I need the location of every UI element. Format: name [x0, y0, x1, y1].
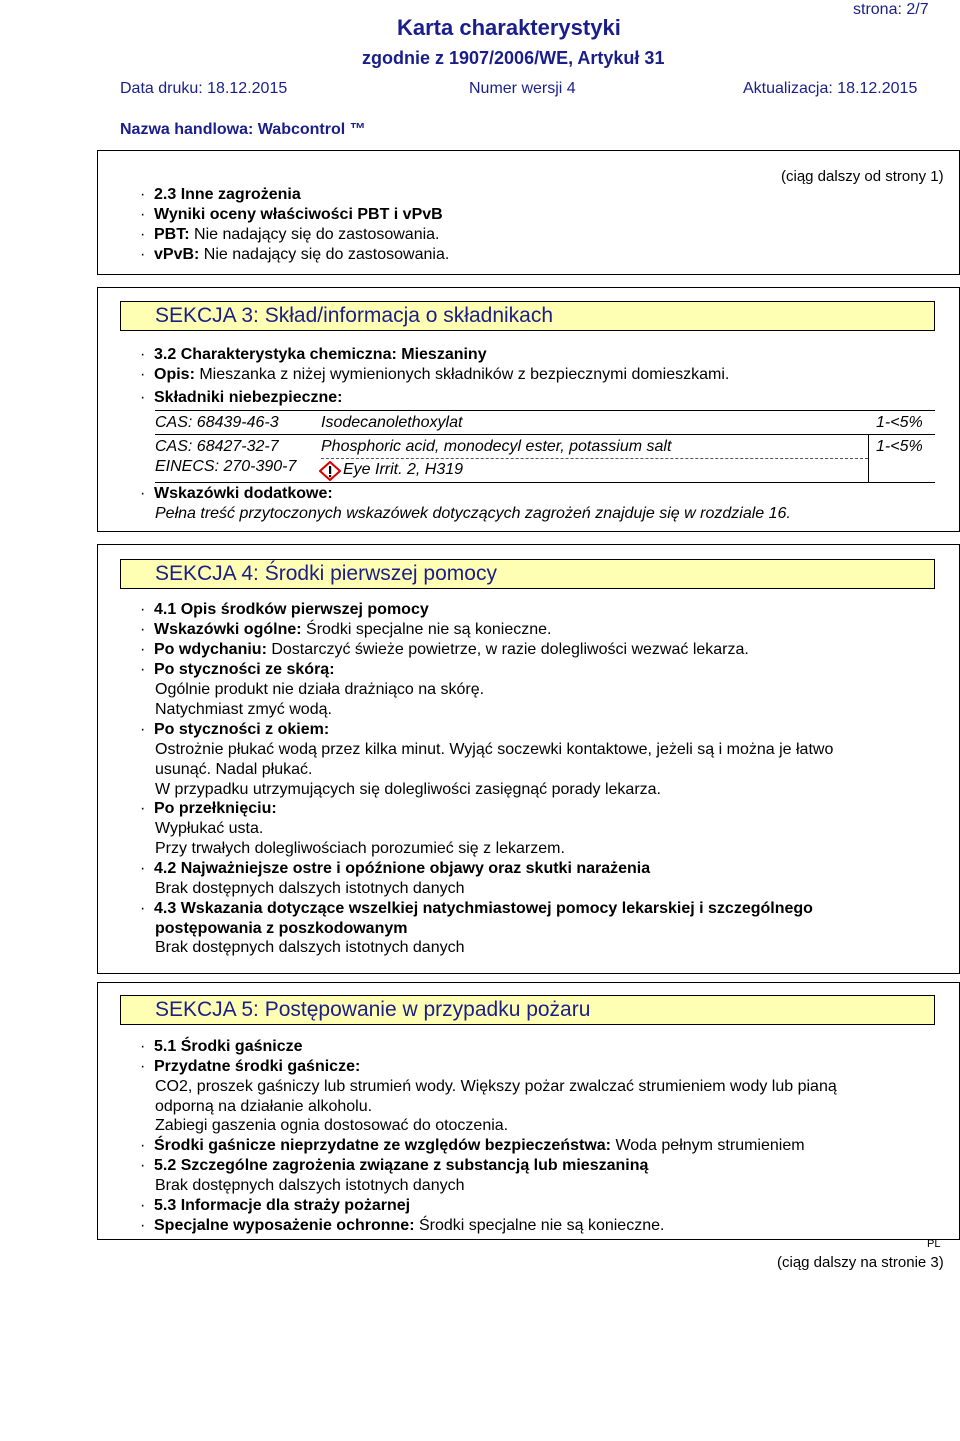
subsection-3-2: · 3.2 Charakterystyka chemiczna: Mieszaniny	[140, 346, 487, 363]
additional-info-heading: · Wskazówki dodatkowe:	[140, 485, 333, 502]
additional-info-text: Pełna treść przytoczonych wskazówek dotyczących zagrożeń znajduje się w rozdziale 16.	[155, 505, 791, 522]
trade-name: Nazwa handlowa: Wabcontrol ™	[120, 121, 366, 138]
subsection-4-3: · 4.3 Wskazania dotyczące wszelkiej natychmiastowej pomocy lekarskiej i szczególnego	[140, 900, 813, 917]
subsection-2-3: · 2.3 Inne zagrożenia	[140, 186, 301, 203]
eye-contact-text-3: W przypadku utrzymujących się dolegliwości zasięgnąć porady lekarza.	[155, 781, 661, 798]
subsection-4-2: · 4.2 Najważniejsze ostre i opóźnione objawy oraz skutki narażenia	[140, 860, 651, 877]
print-date: Data druku: 18.12.2015	[120, 80, 288, 97]
component-2-cas: CAS: 68427-32-7	[155, 438, 279, 455]
subsection-4-3-text: Brak dostępnych dalszych istotnych danych	[155, 939, 465, 956]
pbt-assessment-heading: · Wyniki oceny właściwości PBT i vPvB	[140, 206, 443, 223]
suitable-media-heading: · Przydatne środki gaśnicze:	[140, 1058, 361, 1075]
skin-contact-text-1: Ogólnie produkt nie działa drażniąco na skórę.	[155, 681, 485, 698]
component-1-name: Isodecanolethoxylat	[321, 414, 463, 431]
eye-contact-heading: · Po styczności z okiem:	[140, 721, 330, 738]
component-1-cas: CAS: 68439-46-3	[155, 414, 279, 431]
component-2-concentration: 1-<5%	[876, 438, 923, 455]
table-col-divider	[868, 434, 869, 482]
table-bottom-border	[155, 482, 935, 483]
description-line: · Opis: Mieszanka z niżej wymienionych składników z bezpiecznymi domieszkami.	[140, 366, 730, 383]
subsection-4-1: · 4.1 Opis środków pierwszej pomocy	[140, 601, 429, 618]
ingestion-text-2: Przy trwałych dolegliwościach porozumieć się z lekarzem.	[155, 840, 565, 857]
eye-contact-text-1: Ostrożnie płukać wodą przez kilka minut. Wyjąć soczewki kontaktowe, jeżeli są i można je łatwo	[155, 741, 834, 758]
component-1-concentration: 1-<5%	[876, 414, 923, 431]
language-code: PL	[927, 1238, 941, 1250]
suitable-media-text-2: odporną na działanie alkoholu.	[155, 1098, 373, 1115]
subsection-5-2-text: Brak dostępnych dalszych istotnych danych	[155, 1177, 465, 1194]
skin-contact-heading: · Po styczności ze skórą:	[140, 661, 335, 678]
suitable-media-text-1: CO2, proszek gaśniczy lub strumień wody. Większy pożar zwalczać strumieniem wody lub pianą	[155, 1078, 837, 1095]
ingestion-heading: · Po przełknięciu:	[140, 800, 277, 817]
subsection-5-2: · 5.2 Szczególne zagrożenia związane z substancją lub mieszaniną	[140, 1157, 649, 1174]
protective-equipment-line: · Specjalne wyposażenie ochronne: Środki specjalne nie są konieczne.	[140, 1217, 665, 1234]
document-subtitle: zgodnie z 1907/2006/WE, Artykuł 31	[362, 48, 665, 68]
vpvb-line: · vPvB: Nie nadający się do zastosowania.	[140, 246, 450, 263]
ingestion-text-1: Wypłukać usta.	[155, 820, 264, 837]
hazardous-components-heading: · Składniki niebezpieczne:	[140, 389, 343, 406]
eye-contact-text-2: usunąć. Nadal płukać.	[155, 761, 313, 778]
pbt-line: · PBT: Nie nadający się do zastosowania.	[140, 226, 440, 243]
inhalation-line: · Po wdychaniu: Dostarczyć świeże powietrze, w razie dolegliwości wezwać lekarza.	[140, 641, 749, 658]
skin-contact-text-2: Natychmiast zmyć wodą.	[155, 701, 332, 718]
general-advice-line: · Wskazówki ogólne: Środki specjalne nie są konieczne.	[140, 621, 552, 638]
document-title: Karta charakterystyki	[397, 15, 621, 40]
unsuitable-media-line: · Środki gaśnicze nieprzydatne ze względów bezpieczeństwa: Woda pełnym strumieniem	[140, 1137, 805, 1154]
subsection-5-1: · 5.1 Środki gaśnicze	[140, 1038, 303, 1055]
table-top-border	[155, 410, 935, 411]
component-2-hazard: Eye Irrit. 2, H319	[343, 461, 464, 478]
continued-on-note: (ciąg dalszy na stronie 3)	[777, 1254, 944, 1271]
component-2-name: Phosphoric acid, monodecyl ester, potassium salt	[321, 438, 672, 455]
version-number: Numer wersji 4	[469, 80, 576, 97]
subsection-4-3-cont: postępowania z poszkodowanym	[155, 920, 408, 937]
section-3-heading: SEKCJA 3: Skład/informacja o składnikach	[120, 301, 935, 331]
component-2-einecs: EINECS: 270-390-7	[155, 458, 297, 475]
page-number: strona: 2/7	[853, 1, 929, 18]
update-date: Aktualizacja: 18.12.2015	[743, 80, 918, 97]
exclamation-warning-icon	[319, 461, 341, 481]
hazard-divider	[321, 458, 868, 459]
subsection-5-3: · 5.3 Informacje dla straży pożarnej	[140, 1197, 411, 1214]
suitable-media-text-3: Zabiegi gaszenia ognia dostosować do otoczenia.	[155, 1117, 509, 1134]
subsection-4-2-text: Brak dostępnych dalszych istotnych danych	[155, 880, 465, 897]
table-row-divider	[155, 434, 935, 435]
section-4-heading: SEKCJA 4: Środki pierwszej pomocy	[120, 559, 935, 589]
continued-from-note: (ciąg dalszy od strony 1)	[781, 168, 944, 185]
section-5-heading: SEKCJA 5: Postępowanie w przypadku pożaru	[120, 995, 935, 1025]
